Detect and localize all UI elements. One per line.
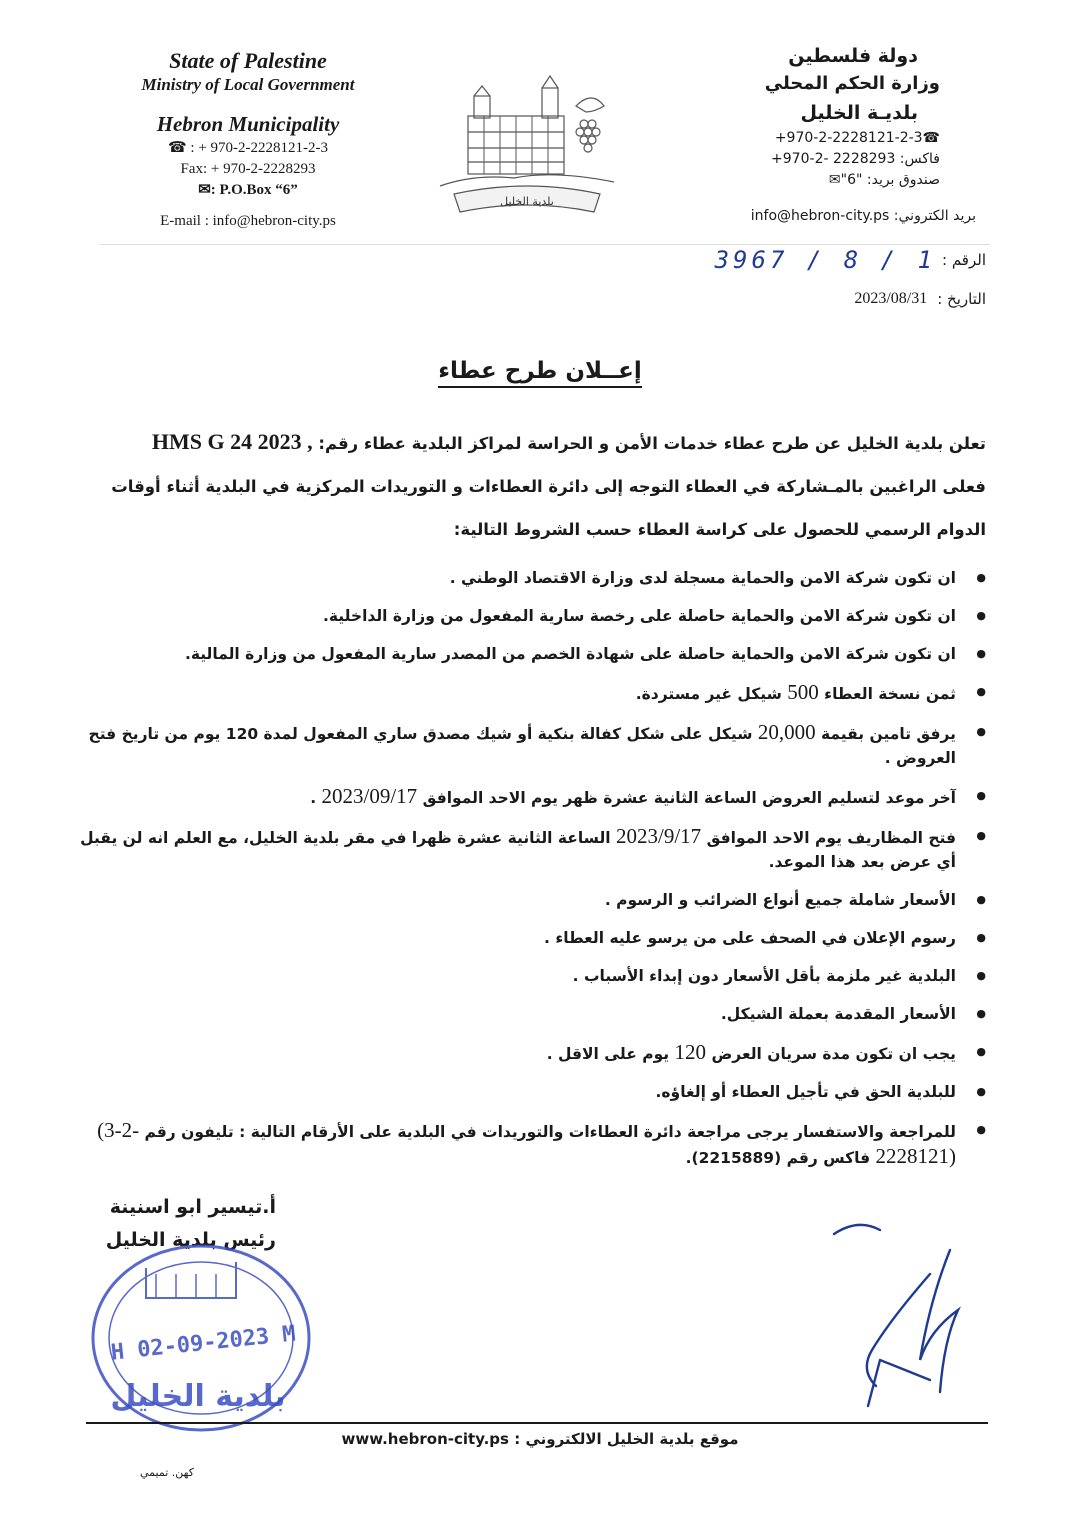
condition-text: البلدية غير ملزمة بأقل الأسعار دون إبداء الأسباب . xyxy=(572,967,956,985)
condition-item xyxy=(80,784,986,810)
condition-item xyxy=(80,964,986,988)
stamp-text: بلدية الخليل xyxy=(110,1379,286,1414)
condition-item xyxy=(80,642,986,666)
condition-text: ان تكون شركة الامن والحماية مسجلة لدى وزارة الاقتصاد الوطني . xyxy=(449,569,956,587)
condition-text-cont: يوم على الاقل . xyxy=(546,1045,670,1063)
condition-text-cont: . xyxy=(310,789,317,807)
reference-row xyxy=(715,246,986,274)
condition-number: 120 xyxy=(674,1040,707,1064)
condition-text: يجب ان تكون مدة سريان العرض xyxy=(711,1045,956,1063)
date-value: 2023/08/31 xyxy=(854,290,928,307)
phone-ar: +970-2-2228121-2-3☎ xyxy=(774,130,940,146)
stamp-date: H 02-09-2023 M xyxy=(109,1321,297,1366)
intro-text: تعلن بلدية الخليل عن طرح عطاء خدمات الأمن و الحراسة لمراكز البلدية عطاء رقم: xyxy=(318,434,986,453)
condition-text: فتح المظاريف يوم الاحد الموافق xyxy=(706,829,956,847)
municipality-name-en: Hebron Municipality xyxy=(156,112,340,136)
typist-initials: كهن. تميمي xyxy=(140,1466,194,1479)
pobox-ar: صندوق بريد: "6"✉ xyxy=(828,172,940,188)
email-ar: بريد الكتروني: info@hebron-city.ps xyxy=(750,208,976,224)
footer-website-link[interactable]: www.hebron-city.ps xyxy=(341,1430,509,1448)
date-label: التاريخ : xyxy=(937,290,986,308)
condition-text: يرفق تامين بقيمة xyxy=(821,725,956,743)
condition-item xyxy=(80,926,986,950)
condition-item xyxy=(80,720,986,770)
condition-item xyxy=(80,1118,986,1170)
condition-text-cont: فاكس رقم (2215889). xyxy=(685,1149,871,1167)
footer xyxy=(0,1430,1080,1448)
condition-text: ثمن نسخة العطاء xyxy=(824,685,956,703)
municipality-name-ar: بلديـة الخليل xyxy=(800,102,918,124)
condition-item xyxy=(80,888,986,912)
phone-en: ☎ : + 970-2-2228121-2-3 xyxy=(167,140,329,156)
condition-text-cont: الساعة الثانية عشرة ظهرا في مقر بلدية الخليل، مع العلم انه لن يقبل أي عرض بعد هذا الموعد. xyxy=(80,829,956,871)
header-arabic xyxy=(680,42,976,224)
condition-item xyxy=(80,824,986,874)
fax-en: Fax: + 970-2-2228293 xyxy=(180,161,316,177)
condition-number: 2023/09/17 xyxy=(321,784,418,808)
ministry-name-ar: وزارة الحكم المحلي xyxy=(764,73,940,94)
official-stamp xyxy=(86,1238,316,1438)
pobox-en: ✉: P.O.Box “6” xyxy=(198,182,298,198)
state-name-ar: دولة فلسطين xyxy=(788,45,918,67)
intro-text-2: فعلى الراغبين بالمـشاركة في العطاء التوجه إلى دائرة العطاءات و التوريدات المركزية في البلدية أثناء أوقات الدوام الرسمي للحصول على كراسة العطاء حسب الشروط التالية: xyxy=(111,477,986,539)
condition-text: آخر موعد لتسليم العروض الساعة الثانية عشرة ظهر يوم الاحد الموافق xyxy=(422,789,956,807)
condition-item xyxy=(80,604,986,628)
header-divider xyxy=(100,244,990,245)
footer-label: موقع بلدية الخليل الالكتروني : xyxy=(514,1430,739,1448)
condition-text-cont: شيكل غير مستردة. xyxy=(635,685,782,703)
condition-number: 20,000 xyxy=(757,720,816,744)
ministry-name-en: Ministry of Local Government xyxy=(141,75,355,94)
condition-item xyxy=(80,1080,986,1104)
condition-text: ان تكون شركة الامن والحماية حاصلة على رخصة سارية المفعول من وزارة الداخلية. xyxy=(322,607,956,625)
condition-text: الأسعار شاملة جميع أنواع الضرائب و الرسوم . xyxy=(604,891,956,909)
condition-number: (3-2-2228121) xyxy=(97,1118,956,1168)
logo-text: بلدية الخليل xyxy=(500,195,554,208)
fax-ar: فاكس: 2228293 -2-970+ xyxy=(771,151,940,167)
email-en: E-mail : info@hebron-city.ps xyxy=(160,213,336,229)
intro-paragraph xyxy=(88,420,986,551)
conditions-list xyxy=(80,566,986,1184)
condition-text: للمراجعة والاستفسار يرجى مراجعة دائرة العطاءات والتوريدات في البلدية على الأرقام التالية : تليفون رقم xyxy=(144,1123,956,1141)
state-name-en: State of Palestine xyxy=(169,48,327,73)
reference-label: الرقم : xyxy=(942,251,986,269)
condition-item xyxy=(80,680,986,706)
condition-text-cont: شيكل على شكل كفالة بنكية أو شيك مصدق ساري المفعول لمدة 120 يوم من تاريخ فتح العروض . xyxy=(88,725,956,767)
mayor-title: رئيس بلدية الخليل xyxy=(105,1229,276,1251)
condition-text: ان تكون شركة الامن والحماية حاصلة على شهادة الخصم من المصدر سارية المفعول من وزارة المالية. xyxy=(184,645,956,663)
condition-number: 500 xyxy=(787,680,819,704)
header-english xyxy=(112,48,384,232)
condition-number: 2023/9/17 xyxy=(615,824,702,848)
condition-item xyxy=(80,1002,986,1026)
municipality-logo xyxy=(434,66,620,216)
handwritten-signature xyxy=(780,1210,980,1420)
tender-number: HMS G 24 2023 , xyxy=(151,429,313,454)
condition-item xyxy=(80,566,986,590)
reference-number: 3967 / 8 / 1 xyxy=(714,246,936,274)
date-row xyxy=(854,290,986,308)
announcement-title: إعــلان طرح عطاء xyxy=(0,358,1080,384)
condition-text: رسوم الإعلان في الصحف على من يرسو عليه العطاء . xyxy=(544,929,956,947)
footer-divider xyxy=(86,1422,988,1424)
mayor-name: أ.تيسير ابو اسنينة xyxy=(109,1196,276,1218)
condition-text: للبلدية الحق في تأجيل العطاء أو إلغاؤه. xyxy=(655,1083,956,1101)
condition-item xyxy=(80,1040,986,1066)
condition-text: الأسعار المقدمة بعملة الشيكل. xyxy=(720,1005,956,1023)
